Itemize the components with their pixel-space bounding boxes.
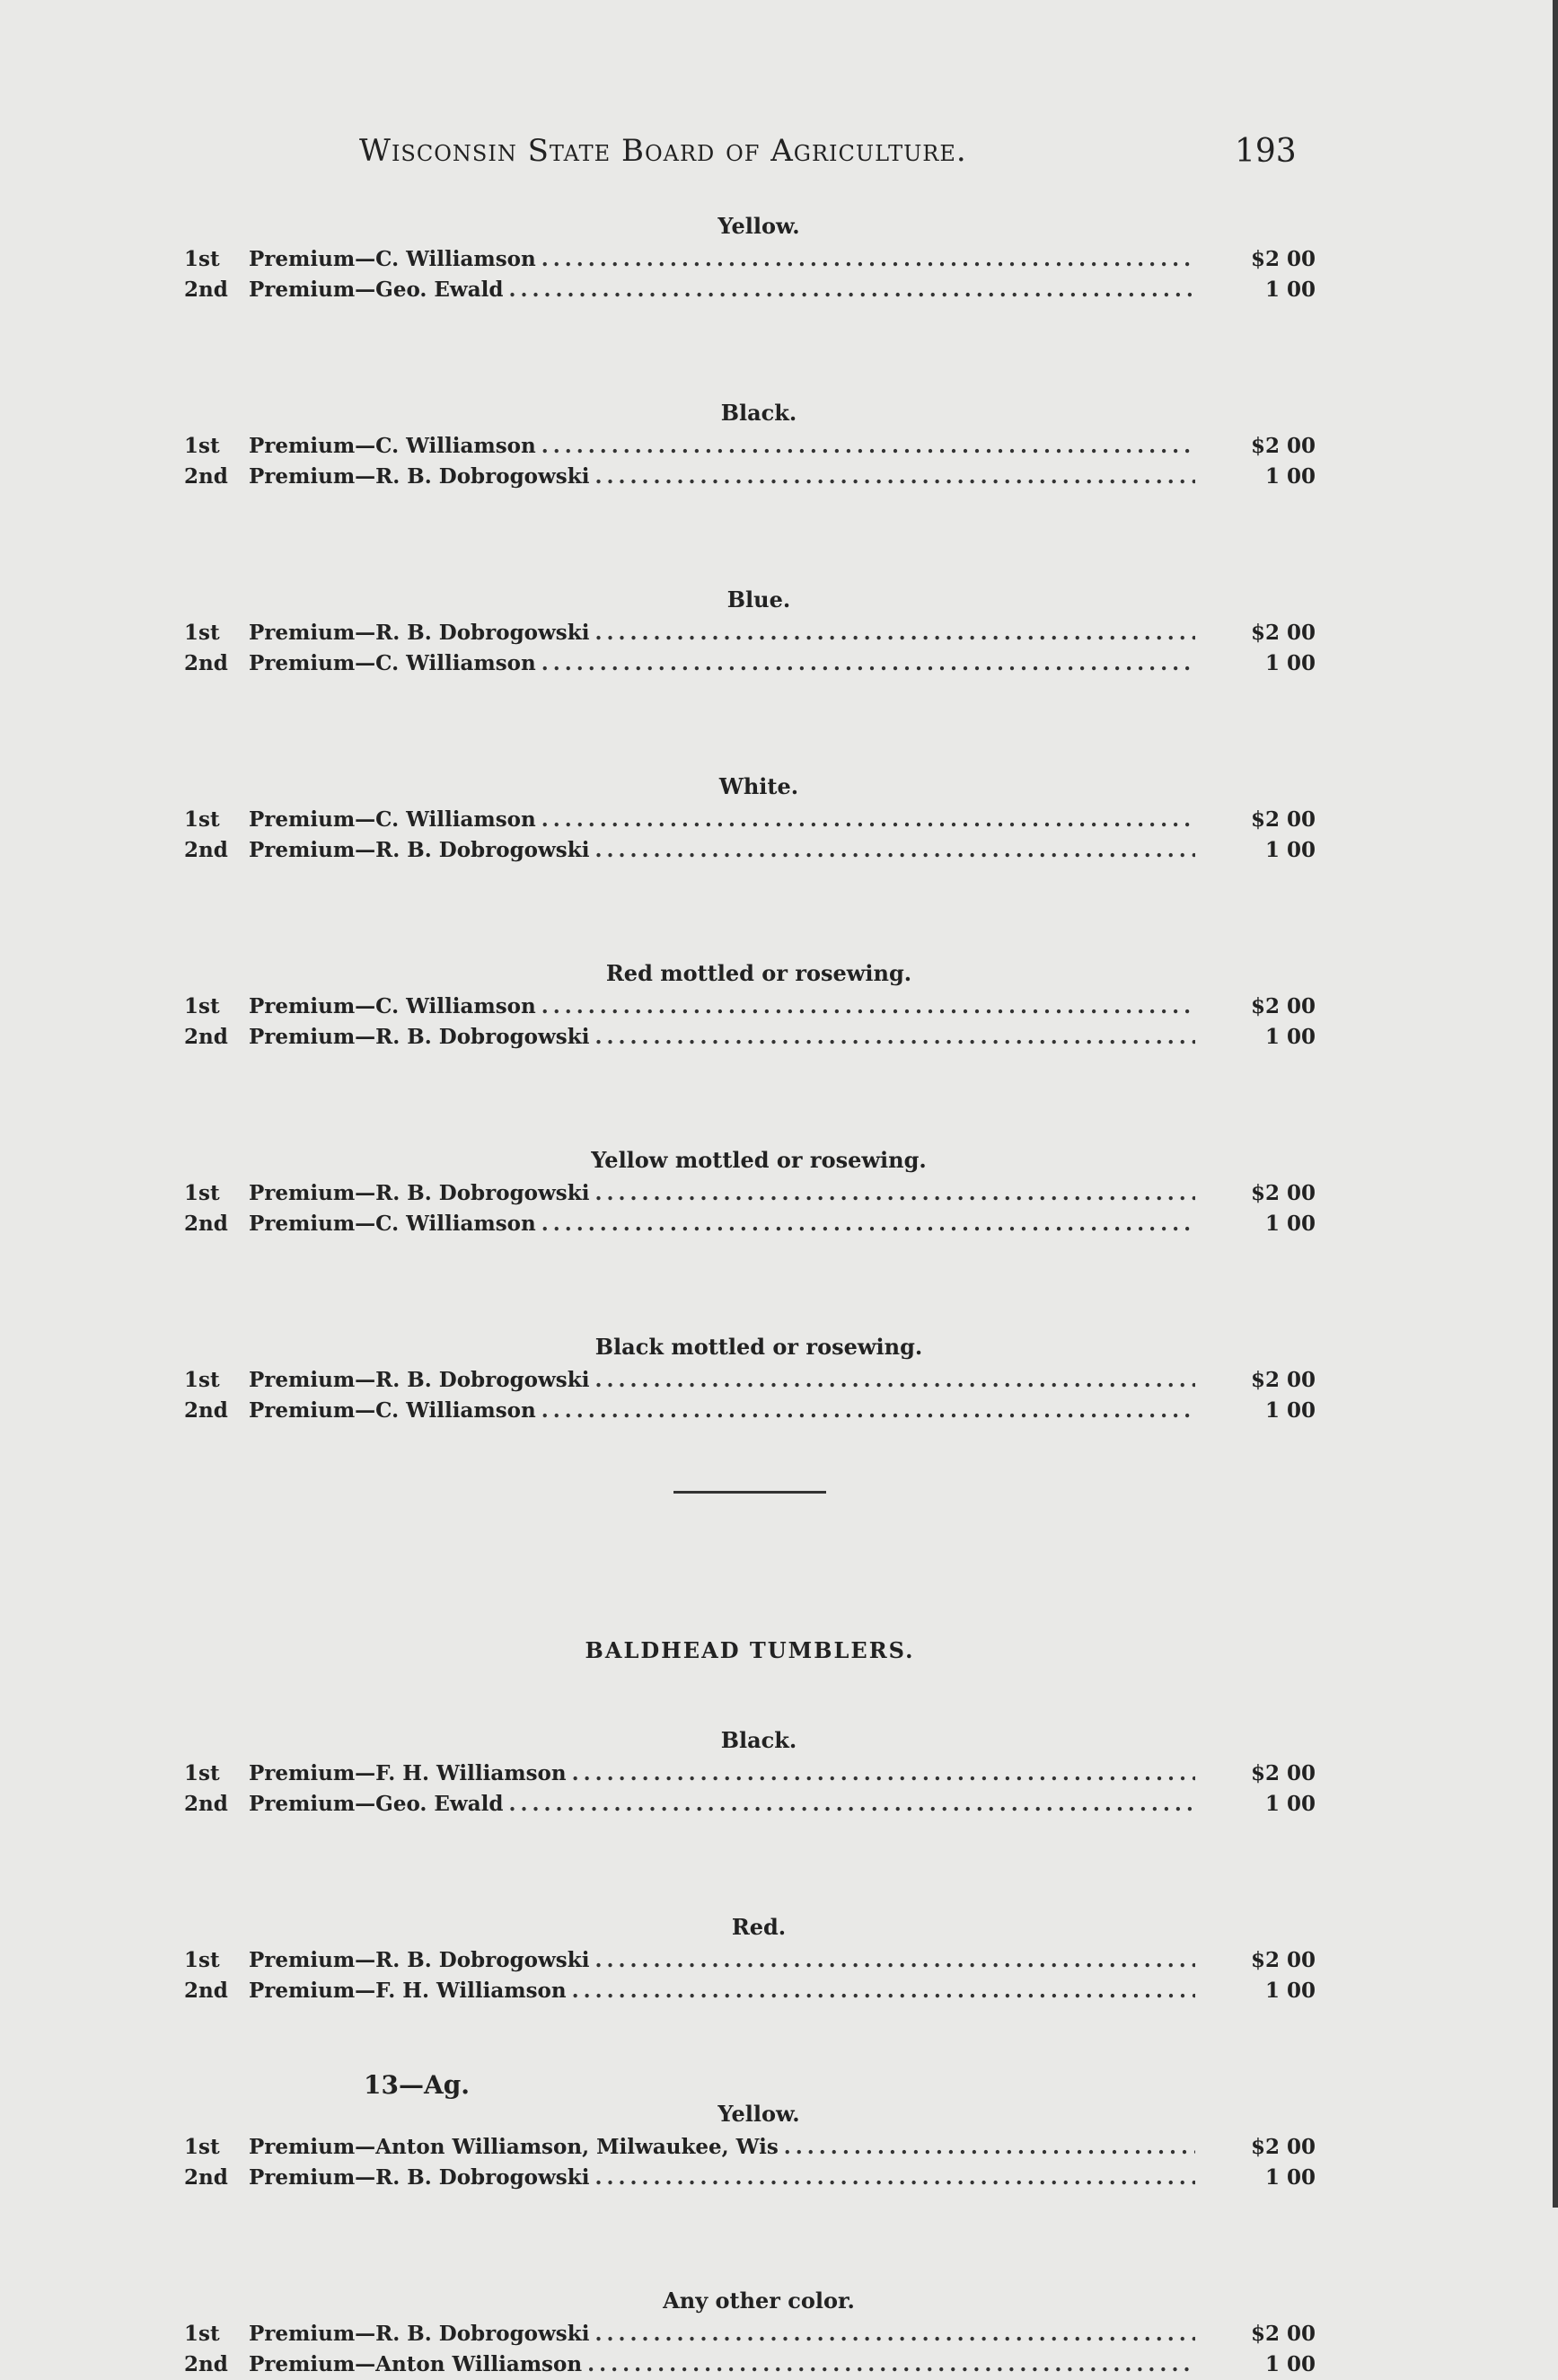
premium-rank: 1st: [184, 1368, 220, 1392]
premium-winner: Premium—C. Williamson: [249, 994, 536, 1018]
group-heading: Yellow.: [717, 2101, 800, 2127]
group-heading: Black.: [720, 400, 797, 426]
premium-row: [184, 275, 1316, 305]
dot-leader: [594, 1365, 1195, 1396]
group-heading: Red.: [731, 1914, 787, 1940]
group-heading: Black.: [720, 1727, 797, 1753]
dot-leader: [572, 1759, 1195, 1789]
group-heading: Blue.: [726, 586, 791, 613]
premium-group: [184, 395, 1316, 492]
premium-row: [184, 244, 1316, 275]
premium-group: [184, 2283, 1316, 2380]
running-head: [0, 133, 1558, 178]
premium-row: [184, 1759, 1316, 1789]
premium-row: [184, 2349, 1316, 2380]
premium-rank: 2nd: [184, 278, 228, 302]
page-number: 193: [1235, 133, 1297, 170]
premium-rank: 2nd: [184, 2352, 228, 2376]
dot-leader: [594, 1945, 1195, 1976]
dot-leader: [784, 2132, 1195, 2163]
premium-amount: 1 00: [1264, 2352, 1316, 2376]
premium-rank: 2nd: [184, 838, 228, 862]
premium-row: [184, 431, 1316, 462]
page-body: [184, 208, 1316, 2380]
premium-winner: Premium—R. B. Dobrogowski: [249, 838, 590, 862]
premium-group: [184, 1329, 1316, 1426]
premium-rank: 1st: [184, 807, 220, 832]
premium-rank: 1st: [184, 2135, 220, 2159]
premium-amount: 1 00: [1264, 278, 1316, 302]
dot-leader: [594, 1022, 1195, 1053]
premium-group: [184, 1909, 1316, 2006]
signature-mark: 13—Ag.: [364, 2070, 471, 2100]
premium-winner: Premium—Geo. Ewald: [249, 278, 504, 302]
premium-rank: 2nd: [184, 1398, 228, 1423]
premium-row: [184, 1365, 1316, 1396]
premium-winner: Premium—C. Williamson: [249, 247, 536, 271]
premium-amount: $2 00: [1250, 434, 1316, 458]
premium-rank: 2nd: [184, 1979, 228, 2003]
premium-amount: $2 00: [1250, 1761, 1316, 1785]
premium-rank: 1st: [184, 1761, 220, 1785]
premium-row: [184, 1396, 1316, 1426]
dot-leader: [594, 2163, 1195, 2193]
premium-amount: 1 00: [1264, 1212, 1316, 1236]
premium-winner: Premium—R. B. Dobrogowski: [249, 1181, 590, 1205]
premium-rank: 1st: [184, 994, 220, 1018]
premium-row: [184, 462, 1316, 492]
dot-leader: [541, 992, 1195, 1022]
premium-winner: Premium—Geo. Ewald: [249, 1792, 504, 1816]
dot-leader: [508, 275, 1195, 305]
premium-amount: 1 00: [1264, 1979, 1316, 2003]
premium-amount: 1 00: [1264, 838, 1316, 862]
premium-group: [184, 956, 1316, 1053]
premium-row: [184, 805, 1316, 835]
premium-winner: Premium—C. Williamson: [249, 1398, 536, 1423]
premium-row: [184, 2132, 1316, 2163]
section-divider-area: [184, 1426, 1316, 1633]
premium-amount: $2 00: [1250, 2135, 1316, 2159]
premium-row: [184, 1976, 1316, 2006]
dot-leader: [541, 1396, 1195, 1426]
premium-rank: 1st: [184, 434, 220, 458]
premium-group: [184, 582, 1316, 679]
premium-row: [184, 1178, 1316, 1209]
premium-rank: 1st: [184, 1181, 220, 1205]
group-heading: White.: [718, 773, 799, 799]
premium-winner: Premium—R. B. Dobrogowski: [249, 1368, 590, 1392]
premium-list-baldhead-tumblers: [184, 1723, 1316, 2380]
premium-winner: Premium—Anton Williamson: [249, 2352, 583, 2376]
premium-row: [184, 1945, 1316, 1976]
dot-leader: [541, 805, 1195, 835]
premium-group: [184, 769, 1316, 866]
page-title: Wisconsin State Board of Agriculture.: [359, 133, 967, 169]
premium-winner: Premium—R. B. Dobrogowski: [249, 2165, 590, 2190]
page-edge-shadow: [1553, 0, 1558, 2208]
group-heading: Yellow.: [717, 213, 800, 239]
premium-amount: $2 00: [1250, 994, 1316, 1018]
group-heading: Any other color.: [663, 2287, 855, 2314]
dot-leader: [572, 1976, 1195, 2006]
premium-winner: Premium—R. B. Dobrogowski: [249, 1948, 590, 1972]
premium-group: [184, 1142, 1316, 1239]
premium-winner: Premium—R. B. Dobrogowski: [249, 464, 590, 489]
premium-winner: Premium—C. Williamson: [249, 651, 536, 675]
premium-amount: 1 00: [1264, 1025, 1316, 1049]
dot-leader: [594, 618, 1195, 648]
premium-amount: $2 00: [1250, 247, 1316, 271]
premium-row: [184, 992, 1316, 1022]
premium-rank: 1st: [184, 621, 220, 645]
premium-winner: Premium—F. H. Williamson: [249, 1979, 567, 2003]
premium-group: [184, 2096, 1316, 2193]
premium-amount: 1 00: [1264, 1792, 1316, 1816]
premium-rank: 1st: [184, 2322, 220, 2346]
premium-row: [184, 2163, 1316, 2193]
premium-amount: $2 00: [1250, 1368, 1316, 1392]
premium-amount: 1 00: [1264, 2165, 1316, 2190]
dot-leader: [541, 1209, 1195, 1239]
dot-leader: [541, 648, 1195, 679]
dot-leader: [541, 244, 1195, 275]
dot-leader: [541, 431, 1195, 462]
group-heading: Black mottled or rosewing.: [594, 1334, 923, 1360]
premium-rank: 2nd: [184, 1792, 228, 1816]
premium-rank: 1st: [184, 1948, 220, 1972]
section-divider-rule: [673, 1491, 826, 1494]
premium-row: [184, 1789, 1316, 1820]
premium-row: [184, 2319, 1316, 2349]
premium-rank: 2nd: [184, 1212, 228, 1236]
premium-rank: 2nd: [184, 2165, 228, 2190]
premium-amount: $2 00: [1250, 621, 1316, 645]
premium-winner: Premium—C. Williamson: [249, 807, 536, 832]
premium-row: [184, 835, 1316, 866]
premium-winner: Premium—F. H. Williamson: [249, 1761, 567, 1785]
premium-amount: $2 00: [1250, 2322, 1316, 2346]
dot-leader: [594, 835, 1195, 866]
premium-winner: Premium—Anton Williamson, Milwaukee, Wis: [249, 2135, 779, 2159]
premium-rank: 2nd: [184, 464, 228, 489]
premium-group: [184, 1723, 1316, 1820]
group-heading: Red mottled or rosewing.: [605, 960, 912, 986]
premium-amount: $2 00: [1250, 807, 1316, 832]
premium-row: [184, 618, 1316, 648]
premium-rank: 1st: [184, 247, 220, 271]
group-heading: Yellow mottled or rosewing.: [591, 1147, 927, 1173]
dot-leader: [587, 2349, 1195, 2380]
premium-rank: 2nd: [184, 651, 228, 675]
premium-amount: $2 00: [1250, 1948, 1316, 1972]
premium-amount: 1 00: [1264, 1398, 1316, 1423]
premium-winner: Premium—R. B. Dobrogowski: [249, 1025, 590, 1049]
premium-amount: $2 00: [1250, 1181, 1316, 1205]
dot-leader: [508, 1789, 1195, 1820]
premium-winner: Premium—C. Williamson: [249, 1212, 536, 1236]
premium-amount: 1 00: [1264, 651, 1316, 675]
premium-row: [184, 648, 1316, 679]
premium-amount: 1 00: [1264, 464, 1316, 489]
dot-leader: [594, 2319, 1195, 2349]
premium-group: [184, 208, 1316, 305]
premium-row: [184, 1209, 1316, 1239]
premium-winner: Premium—C. Williamson: [249, 434, 536, 458]
premium-winner: Premium—R. B. Dobrogowski: [249, 2322, 590, 2346]
premium-list-top: [184, 208, 1316, 1426]
premium-rank: 2nd: [184, 1025, 228, 1049]
premium-winner: Premium—R. B. Dobrogowski: [249, 621, 590, 645]
premium-row: [184, 1022, 1316, 1053]
section-title: BALDHEAD TUMBLERS.: [585, 1637, 915, 1663]
dot-leader: [594, 1178, 1195, 1209]
dot-leader: [594, 462, 1195, 492]
